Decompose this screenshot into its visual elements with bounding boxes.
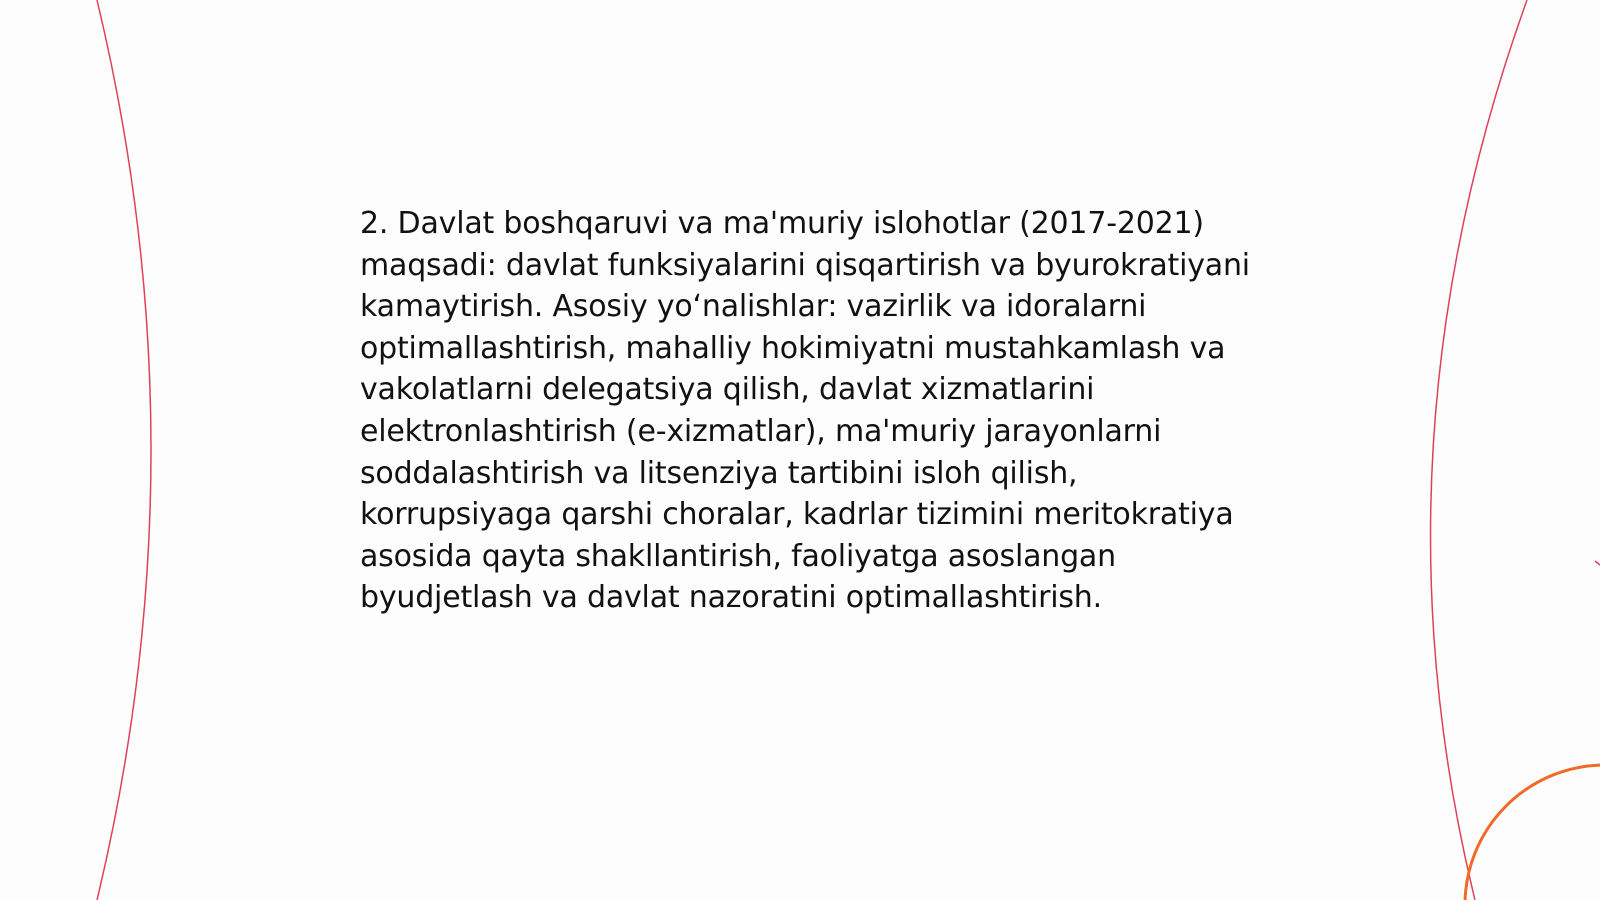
slide-body-text: 2. Davlat boshqaruvi va ma'muriy islohotlar (2017-2021) maqsadi: davlat funksiyalarini qisqartirish va byurokratiyani kamaytirish. Asosiy yo‘nalishlar: vazirlik va idoralarni optimallashtirish, mahalliy hokimiyatni mustahkamlash va vakolatlarni delegatsiya qilish, davlat xizmatlarini elektronlashtirish (e-xizmatlar), ma'muriy jarayonlarni soddalashtirish va litsenziya tartibini isloh qilish, korrupsiyaga qarshi choralar, kadrlar tizimini meritokratiya asosida qayta shakllantirish, faoliyatga asoslangan byudjetlash va davlat nazoratini optimallashtirish. xyxy=(360,206,1250,616)
small-mark xyxy=(1595,561,1600,565)
left-curve-line xyxy=(97,0,151,900)
orange-arc xyxy=(1465,765,1600,900)
right-curve-line xyxy=(1431,0,1527,900)
